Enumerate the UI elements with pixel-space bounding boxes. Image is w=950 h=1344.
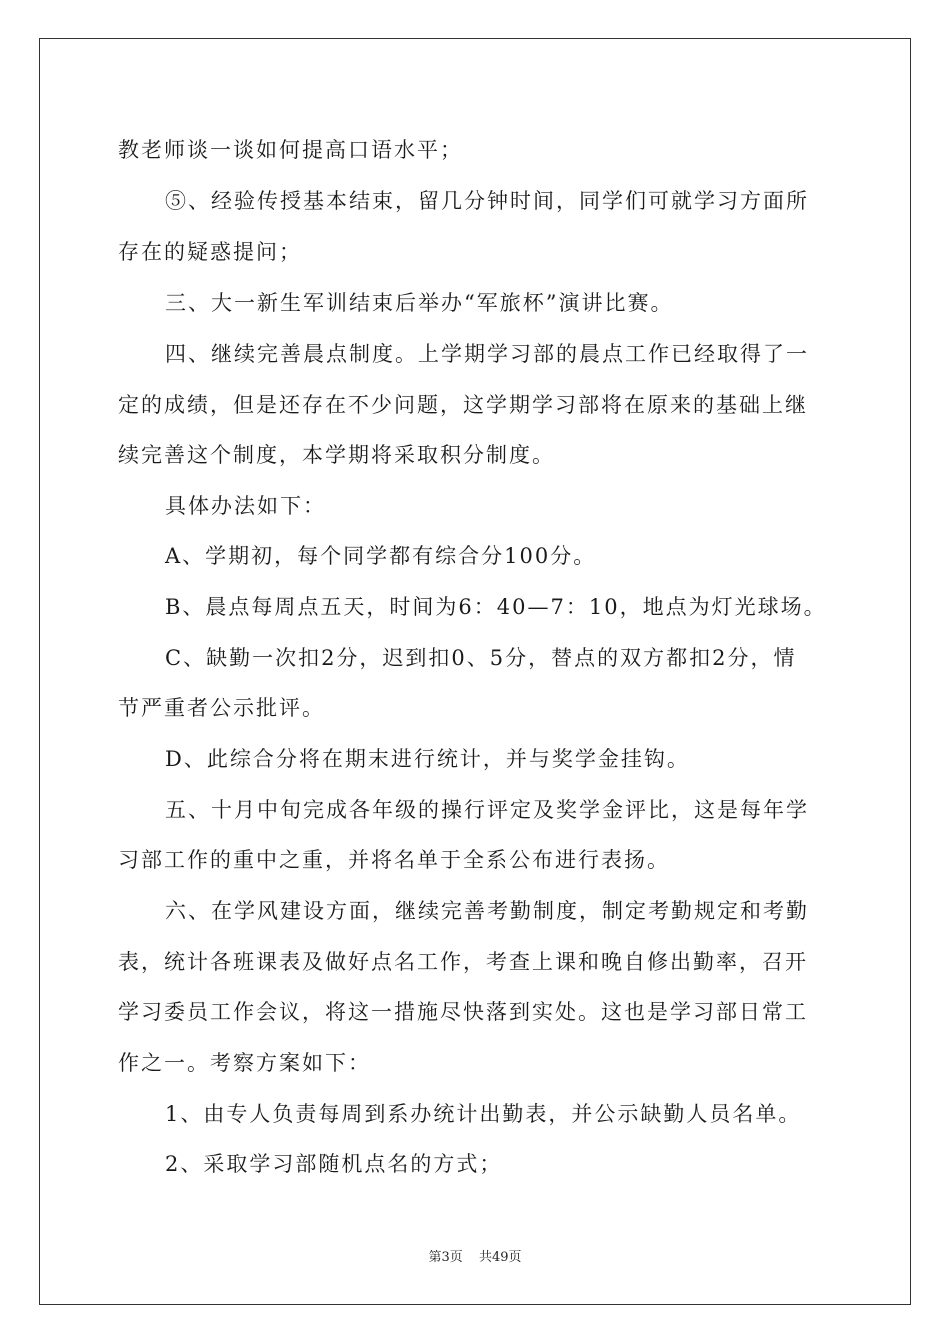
text-line-18: 学习委员工作会议，将这一措施尽快落到实处。这也是学习部日常工 — [118, 1000, 808, 1024]
text-line-3: 存在的疑惑提问； — [118, 240, 302, 264]
page-total: 共49页 — [478, 1250, 522, 1265]
text-line-19: 作之一。考察方案如下： — [118, 1051, 371, 1075]
text-line-10: B、晨点每周点五天，时间为6：40—7：10，地点为灯光球场。 — [165, 595, 827, 619]
text-line-12: 节严重者公示批评。 — [118, 696, 325, 720]
text-line-16: 六、在学风建设方面，继续完善考勤制度，制定考勤规定和考勤 — [165, 899, 809, 923]
text-line-11: C、缺勤一次扣2分，迟到扣0、5分，替点的双方都扣2分，情 — [165, 646, 797, 670]
text-line-9: A、学期初，每个同学都有综合分100分。 — [165, 544, 597, 568]
text-line-1: 教老师谈一谈如何提高口语水平； — [118, 138, 463, 162]
text-line-13: D、此综合分将在期末进行统计，并与奖学金挂钩。 — [165, 747, 690, 771]
text-line-2: ⑤、经验传授基本结束，留几分钟时间，同学们可就学习方面所 — [165, 189, 809, 213]
text-line-17: 表，统计各班课表及做好点名工作，考查上课和晚自修出勤率，召开 — [118, 950, 808, 974]
text-line-8: 具体办法如下： — [165, 494, 326, 518]
text-line-6: 定的成绩，但是还存在不少问题，这学期学习部将在原来的基础上继 — [118, 393, 808, 417]
page-number: 第3页 — [428, 1250, 463, 1265]
text-line-4: 三、大一新生军训结束后举办“军旅杯”演讲比赛。 — [165, 291, 674, 315]
text-line-21: 2、采取学习部随机点名的方式； — [165, 1152, 503, 1176]
text-line-7: 续完善这个制度，本学期将采取积分制度。 — [118, 443, 555, 467]
text-line-15: 习部工作的重中之重，并将名单于全系公布进行表扬。 — [118, 848, 670, 872]
page-footer — [0, 1246, 950, 1265]
text-line-20: 1、由专人负责每周到系办统计出勤表，并公示缺勤人员名单。 — [165, 1102, 802, 1126]
text-line-5: 四、继续完善晨点制度。上学期学习部的晨点工作已经取得了一 — [165, 342, 809, 366]
text-line-14: 五、十月中旬完成各年级的操行评定及奖学金评比，这是每年学 — [165, 798, 809, 822]
